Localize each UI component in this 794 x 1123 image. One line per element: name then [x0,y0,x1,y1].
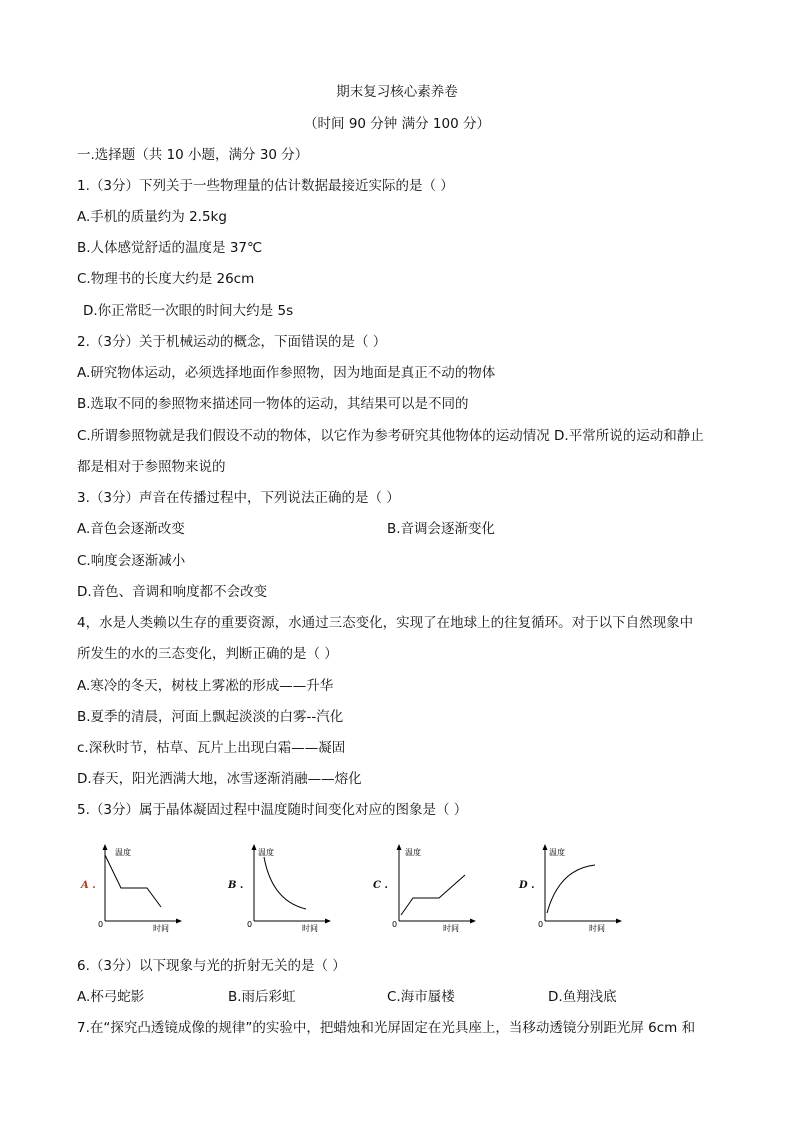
q4-option-a: A.寒冷的冬天，树枝上雾凇的形成——升华 [77,678,334,694]
exam-subtitle: （时间 90 分钟 满分 100 分） [304,116,490,132]
graph-b-xlabel: 时间 [302,924,318,933]
q1-option-d: D.你正常眨一次眼的时间大约是 5s [83,303,294,319]
q2-option-a: A.研究物体运动，必须选择地面作参照物，因为地面是真正不动的物体 [77,365,496,381]
graph-c [392,843,495,933]
q6-option-d: D.鱼翔浅底 [548,989,617,1005]
graph-c-y-arrow [397,844,402,850]
exam-title: 期末复习核心素养卷 [336,84,458,100]
q1-stem: 1.（3分）下列关于一些物理量的估计数据最接近实际的是（ ） [77,178,454,194]
graph-c-curve [401,875,465,915]
graph-d-y-arrow [543,844,548,850]
graph-b-svg [247,843,350,933]
q2-option-c-d: C.所谓参照物就是我们假设不动的物体，以它作为参考研究其他物体的运动情况 D.平常所说的运动和静止 [77,428,704,444]
q4-stem-cont: 所发生的水的三态变化，判断正确的是（ ） [77,646,338,662]
graph-a-y-arrow [103,844,108,850]
q2-option-d-cont: 都是相对于参照物来说的 [77,459,226,475]
graph-b-y-arrow [252,844,257,850]
graph-c-ylabel: 温度 [405,848,421,857]
q4-stem: 4，水是人类赖以生存的重要资源，水通过三态变化，实现了在地球上的往复循环。对于以下自然现象中 [77,615,694,631]
graph-c-svg [392,843,495,933]
graph-a-origin: 0 [98,920,104,929]
q6-option-c: C.海市蜃楼 [387,989,455,1005]
q2-stem: 2.（3分）关于机械运动的概念，下面错误的是（ ） [77,334,387,350]
graph-a-ylabel: 温度 [115,848,131,857]
q3-option-a: A.音色会逐渐改变 [77,521,185,537]
q4-option-b: B.夏季的清晨，河面上飘起淡淡的白雾--汽化 [77,709,344,725]
graph-a-curve [105,855,161,907]
q2-option-b: B.选取不同的参照物来描述同一物体的运动，其结果可以是不同的 [77,396,469,412]
graph-d-xlabel: 时间 [589,924,605,933]
graph-d-ylabel: 温度 [549,848,565,857]
q1-option-c: C.物理书的长度大约是 26cm [77,271,255,287]
graph-a-xlabel: 时间 [153,924,169,933]
graph-b-ylabel: 温度 [258,848,274,857]
graph-d-origin: 0 [538,920,544,929]
q1-option-b: B.人体感觉舒适的温度是 37℃ [77,240,263,256]
graph-b-curve [264,857,306,909]
graph-d-curve [547,865,595,913]
q3-option-b: B.音调会逐渐变化 [387,521,496,537]
q6-stem: 6.（3分）以下现象与光的折射无关的是（ ） [77,958,346,974]
graph-b [247,843,350,933]
q6-option-a: A.杯弓蛇影 [77,989,145,1005]
graph-d [538,843,641,933]
graph-b-label: B . [228,880,244,891]
graph-c-origin: 0 [392,920,398,929]
q3-stem: 3.（3分）声音在传播过程中，下列说法正确的是（ ） [77,490,400,506]
q5-stem: 5.（3分）属于晶体凝固过程中温度随时间变化对应的图象是（ ） [77,802,468,818]
graph-c-label: C . [373,880,388,891]
graph-b-origin: 0 [247,920,253,929]
q4-option-d: D.春天，阳光洒满大地，冰雪逐渐消融——熔化 [77,771,362,787]
q3-option-d: D.音色、音调和响度都不会改变 [77,584,268,600]
graph-d-x-arrow [616,919,622,924]
graph-a-svg [98,843,201,933]
graph-a [98,843,201,933]
graph-d-label: D . [519,880,535,891]
graph-a-x-arrow [176,919,182,924]
q3-option-c: C.响度会逐渐减小 [77,553,186,569]
graph-d-svg [538,843,641,933]
q1-option-a: A.手机的质量约为 2.5kg [77,209,227,225]
graph-a-label: A . [81,880,96,891]
graph-b-x-arrow [325,919,331,924]
q4-option-c: c.深秋时节，枯草、瓦片上出现白霜——凝固 [77,740,346,756]
graph-c-xlabel: 时间 [443,924,459,933]
section-heading: 一.选择题（共 10 小题，满分 30 分） [77,147,309,163]
q6-option-b: B.雨后彩虹 [228,989,296,1005]
graph-c-x-arrow [470,919,476,924]
q7-stem: 7.在“探究凸透镜成像的规律”的实验中，把蜡烛和光屏固定在光具座上，当移动透镜分别距光屏 6cm 和 [77,1020,696,1036]
